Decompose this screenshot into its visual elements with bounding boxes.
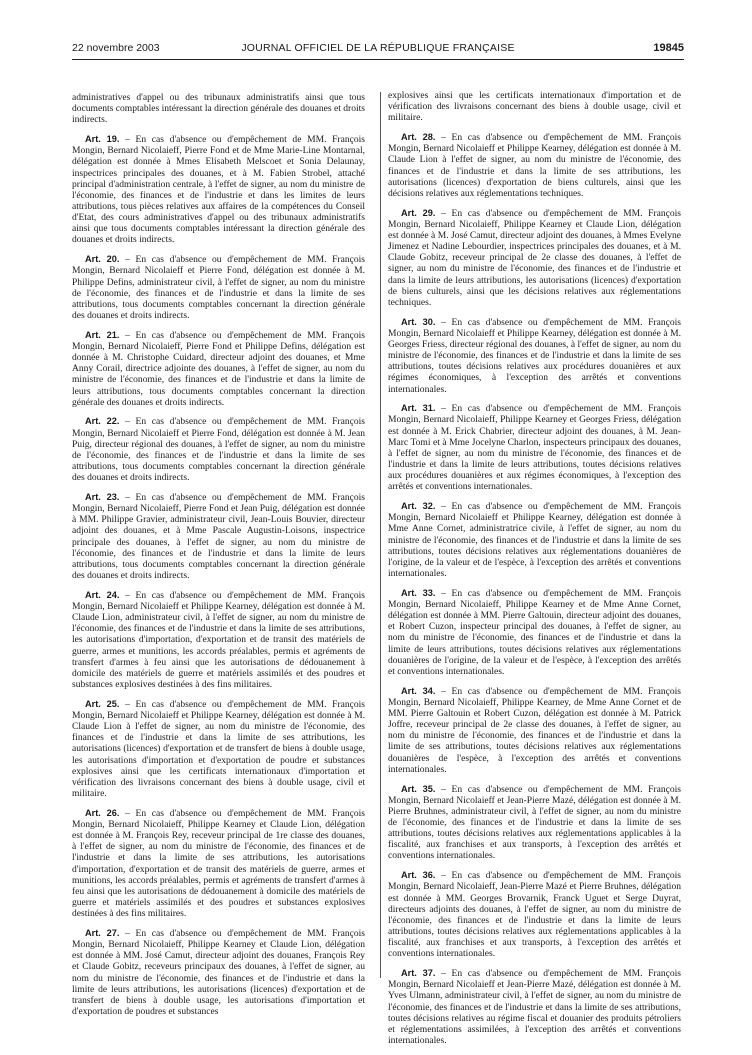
left-column	[72, 92, 365, 1026]
article-label: Art. 24.	[85, 589, 120, 600]
article-paragraph	[388, 501, 681, 579]
article-text: – En cas d'absence ou d'empêchement de MM. François Mongin, Bernard Nicolaieff et Jean-Pierre Mazé, délégation est donnée à M. Yves Ulmann, administrateur civil, à l'effet de signer, au nom du ministre de l'économie, des finances et de l'industrie et dans la limite de ses attributions, toutes décisions relatives au régime fiscal et douanier des produits pétroliers et réglementations assimilées, à l'exception des arrêtés et conventions internationales.	[388, 968, 681, 1046]
article-label: Art. 21.	[85, 329, 120, 340]
header-title: JOURNAL OFFICIEL DE LA RÉPUBLIQUE FRANÇAISE	[241, 42, 515, 54]
article-label: Art. 25.	[85, 698, 120, 709]
article-text: – En cas d'absence ou d'empêchement de MM. François Mongin, Bernard Nicolaieff, Philippe Kearney et Georges Friess, délégation est donnée à M. Erick Chabrier, directeur adjoint des douanes, à M. Jean-Marc Tomi et à Mme Jocelyne Charlon, inspecteurs principaux des douanes, à l'effet de signer, au nom du ministre de l'économie, des finances et de l'industrie et dans la limite de leurs attributions, toutes décisions relatives aux procédures douanières et aux régimes économiques, à l'exception des arrêtés et conventions internationales.	[388, 403, 681, 493]
article-label: Art. 33.	[401, 587, 436, 598]
article-label: Art. 34.	[401, 685, 436, 696]
article-text: – En cas d'absence ou d'empêchement de MM. François Mongin, Bernard Nicolaieff et Philippe Kearney, délégation est donnée à M. Georges Friess, directeur régional des douanes, à l'effet de signer, au nom du ministre de l'économie, des finances et de l'industrie et dans la limite de ses attributions, toutes décisions relatives aux procédures douanières et aux régimes économiques, à l'exception des arrêtés et conventions internationales.	[388, 316, 681, 395]
article-paragraph	[388, 784, 681, 862]
article-label: Art. 31.	[401, 403, 436, 414]
article-paragraph	[72, 808, 365, 920]
article-paragraph	[388, 403, 681, 492]
article-paragraph	[72, 416, 365, 483]
article-label: Art. 19.	[85, 134, 120, 145]
article-text: – En cas d'absence ou d'empêchement de MM. François Mongin, Bernard Nicolaieff, Philippe Kearney et Claude Lion, délégation est donnée à M. François Rey, receveur principal de 1re classe des douanes, à l'effet de signer, au nom du ministre de l'économie, des finances et de l'industrie et dans la limite de ses attributions, les autorisations d'importation, d'exportation et de transit des matériels de guerre, armes et munitions, les accords préalables, permis et agréments de transfert d'armes à feu ainsi que les autorisations de dédouanement à domicile des matériels de guerre et matériels assimilés et des poudres et substances explosives destinées à des fins militaires.	[72, 807, 365, 920]
article-paragraph	[72, 699, 365, 799]
article-text: – En cas d'absence ou d'empêchement de MM. François Mongin, Bernard Nicolaieff, Philippe Kearney, de Mme Anne Cornet et de MM. Pierre Galtouin et Robert Cuzon, délégation est donnée à M. Patrick Joffre, receveur principal de 2e classe des douanes, à l'effet de signer, au nom du ministre de l'économie, des finances et de l'industrie et dans la limite de ses attributions, toutes décisions relatives aux réglementations douanières de l'espèce, à l'exception des arrêtés et conventions internationales.	[388, 685, 681, 775]
article-text: – En cas d'absence ou d'empêchement de MM. François Mongin, Bernard Nicolaieff, Pierre Fond et Philippe Defins, délégation est donnée à M. Christophe Cuidard, directeur adjoint des douanes, et Mme Anny Corail, directrice adjointe des douanes, à l'effet de signer, au nom du ministre de l'économie, des finances et de l'industrie et dans la limite de leurs attributions, tous documents comptables concernant la direction générale des douanes et droits indirects.	[72, 329, 365, 408]
article-text: – En cas d'absence ou d'empêchement de MM. François Mongin, Bernard Nicolaieff et Pierre Fond, délégation est donnée à M. Jean Puig, directeur régional des douanes, à l'effet de signer, au nom du ministre de l'économie, des finances et de l'industrie et dans la limite de ses attributions, tous documents comptables concernant la direction générale des douanes et droits indirects.	[72, 416, 365, 484]
article-paragraph	[72, 330, 365, 408]
article-paragraph	[72, 492, 365, 581]
article-paragraph	[388, 686, 681, 775]
article-text: – En cas d'absence ou d'empêchement de MM. François Mongin, Bernard Nicolaieff et Philippe Kearney, délégation est donnée à M. Claude Lion à l'effet de signer, au nom du ministre de l'économie, des finances et de l'industrie et dans la limite de ses attributions, les autorisations (licences) d'exportation de biens culturels, ainsi que les décisions relatives aux réglementations techniques.	[388, 132, 681, 199]
article-text: – En cas d'absence ou d'empêchement de MM. François Mongin, Bernard Nicolaieff, Pierre Fond et de Mme Marie-Line Montarnal, délégation est donnée à Mmes Elisabeth Melscoet et Sonia Delaunay, inspectrices principales des douanes, et à M. Fabien Strobel, attaché principal d'administration centrale, à l'effet de signer, au nom du ministre de l'économie, des finances et de l'industrie et dans les limites de leurs attributions, tous pièces relatives aux affaires de la compétences du Conseil d'Etat, des cours administratives d'appel ou des tribunaux administratifs ainsi que tous documents comptables intéressant la direction générale des douanes et droits indirects.	[72, 134, 365, 246]
article-label: Art. 22.	[85, 416, 120, 427]
article-paragraph	[388, 968, 681, 1046]
article-text: administratives d'appel ou des tribunaux administratifs ainsi que tous documents comptables intéressant la direction générale des douanes et droits indirects.	[72, 92, 365, 126]
article-text: – En cas d'absence ou d'empêchement de MM. François Mongin, Bernard Nicolaieff, Philippe Kearney et Claude Lion, délégation est donnée à M. José Camut, directeur adjoint des douanes, à Mmes Evelyne Jimenez et Nadine Lebourdier, inspectrices principales des douanes, et à M. Claude Gobitz, receveur principal de 2e classe des douanes, à l'effet de signer, au nom du ministre de l'économie, des finances et de l'industrie et dans la limite de leurs attributions, les autorisations (licences) d'exportation de biens culturels, ainsi que les décisions relatives aux réglementations techniques.	[388, 207, 681, 308]
header-rule	[72, 59, 684, 60]
article-label: Art. 30.	[401, 316, 436, 327]
article-text: explosives ainsi que les certificats internationaux d'importation et de vérification des livraisons concernant des biens à double usage, civil et militaire.	[388, 90, 681, 124]
article-label: Art. 32.	[401, 501, 436, 512]
article-paragraph	[72, 254, 365, 321]
article-label: Art. 36.	[401, 870, 436, 881]
article-text: – En cas d'absence ou d'empêchement de MM. François Mongin, Bernard Nicolaieff, Jean-Pierre Mazé et Pierre Bruhnes, délégation est donnée à MM. Georges Brovarnik, Franck Uguet et Serge Duyrat, directeurs adjoints des douanes, à l'effet de signer, au nom du ministre de l'économie, des finances et de l'industrie et dans la limite de leurs attributions, toutes décisions relatives aux réglementations applicables à la fiscalité, aux franchises et aux transports, à l'exception des arrêtés et conventions internationales.	[388, 870, 681, 960]
article-text: – En cas d'absence ou d'empêchement de MM. François Mongin, Bernard Nicolaieff et Philippe Kearney, délégation est donnée à M. Claude Lion, administrateur civil, à l'effet de signer, au nom du ministre de l'économie, des finances et de l'industrie et dans la limite de ses attributions, les autorisations d'importation, d'exportation et de transit des matériels de guerre, armes et munitions, les accords préalables, permis et agréments de transfert d'armes à feu ainsi que les autorisations de dédouanement à domicile des matériels de guerre et matériels assimilés et des poudres et substances explosives destinées à des fins militaires.	[72, 589, 365, 691]
article-label: Art. 29.	[401, 207, 436, 218]
article-text: – En cas d'absence ou d'empêchement de MM. François Mongin, Bernard Nicolaieff, Philippe Kearney et Claude Lion, délégation est donnée à MM. José Camut, directeur adjoint des douanes, François Rey et Claude Gobitz, receveurs principaux des douanes, à l'effet de signer, au nom du ministre de l'économie, des finances et de l'industrie et dans la limite de leurs attributions, les autorisations (licences) d'exportation et de transfert de biens à double usage, les autorisations d'importation et d'exportation de poudres et substances	[72, 927, 365, 1018]
article-paragraph	[72, 928, 365, 1017]
column-divider	[380, 92, 381, 978]
article-text: – En cas d'absence ou d'empêchement de MM. François Mongin, Bernard Nicolaieff et Philippe Kearney, délégation est donnée à M. Claude Lion à l'effet de signer, au nom du ministre de l'économie, des finances et de l'industrie et dans la limite de ses attributions, les autorisations (licences) d'exportation et de transfert de biens à double usage, les autorisations d'importation et d'exportation de poudre et substances explosives ainsi que les certificats internationaux d'importation et vérification des livraisons concernant des biens à double usage, civil et militaire.	[72, 698, 365, 800]
article-paragraph	[388, 132, 681, 199]
page-number: 19845	[653, 42, 684, 54]
continued-paragraph	[388, 90, 681, 123]
article-label: Art. 23.	[85, 491, 120, 502]
article-label: Art. 28.	[401, 132, 436, 143]
article-paragraph	[72, 134, 365, 246]
article-label: Art. 37.	[401, 968, 436, 979]
right-column	[388, 90, 681, 1055]
page-header	[72, 42, 684, 58]
continued-paragraph	[72, 92, 365, 125]
article-label: Art. 27.	[85, 927, 120, 938]
article-text: – En cas d'absence ou d'empêchement de MM. François Mongin, Bernard Nicolaieff, Pierre Fond et Jean Puig, délégation est donnée à MM. Philippe Gravier, administrateur civil, Jean-Louis Bouvier, directeur adjoint des douanes, et à Mme Pascale Augustin-Loisons, inspectrice principale des douanes, à l'effet de signer, au nom du ministre de l'économie, des finances et de l'industrie et dans la limite de leurs attributions, tous documents comptables concernant la direction générale des douanes et droits indirects.	[72, 491, 365, 582]
article-text: – En cas d'absence ou d'empêchement de MM. François Mongin, Bernard Nicolaieff et Jean-Pierre Mazé, délégation est donnée à M. Pierre Bruhnes, administrateur civil, à l'effet de signer, au nom du ministre de l'économie, des finances et de l'industrie et dans la limite de ses attributions, toutes décisions relatives aux réglementations applicables à la fiscalité, aux franchises et aux transports, à l'exception des arrêtés et conventions internationales.	[388, 783, 681, 862]
article-paragraph	[388, 317, 681, 395]
article-label: Art. 35.	[401, 783, 436, 794]
article-label: Art. 26.	[85, 807, 120, 818]
article-text: – En cas d'absence ou d'empêchement de MM. François Mongin, Bernard Nicolaieff et Pierre Fond, délégation est donnée à M. Philippe Defins, administrateur civil, à l'effet de signer, au nom du ministre de l'économie, des finances et de l'industrie et dans la limite de ses attributions, tous documents comptables concernant la direction générale des douanes et droits indirects.	[72, 254, 365, 321]
article-text: – En cas d'absence ou d'empêchement de MM. François Mongin, Bernard Nicolaieff et Philippe Kearney, délégation est donnée à Mme Anne Cornet, administratrice civile, à l'effet de signer, au nom du ministre de l'économie, des finances et de l'industrie et dans la limite de ses attributions, toutes décisions relatives aux réglementations douanières de l'origine, de la valeur et de l'espèce, à l'exception des arrêtés et conventions internationales.	[388, 501, 681, 580]
article-paragraph	[388, 588, 681, 677]
article-paragraph	[72, 590, 365, 690]
header-date: 22 novembre 2003	[72, 42, 160, 54]
article-label: Art. 20.	[85, 254, 120, 265]
article-paragraph	[388, 870, 681, 959]
article-text: – En cas d'absence ou d'empêchement de MM. François Mongin, Bernard Nicolaieff, Philippe Kearney et de Mme Anne Cornet, délégation est donnée à MM. Pierre Galtouin, directeur adjoint des douanes, et Robert Cuzon, inspecteur principal des douanes, à l'effet de signer, au nom du ministre de l'économie, des finances et de l'industrie et dans la limite de leurs attributions, toutes décisions relatives aux réglementations douanières de l'origine, de la valeur et de l'espèce, à l'exception des arrêtés et conventions internationales.	[388, 587, 681, 677]
article-paragraph	[388, 208, 681, 308]
